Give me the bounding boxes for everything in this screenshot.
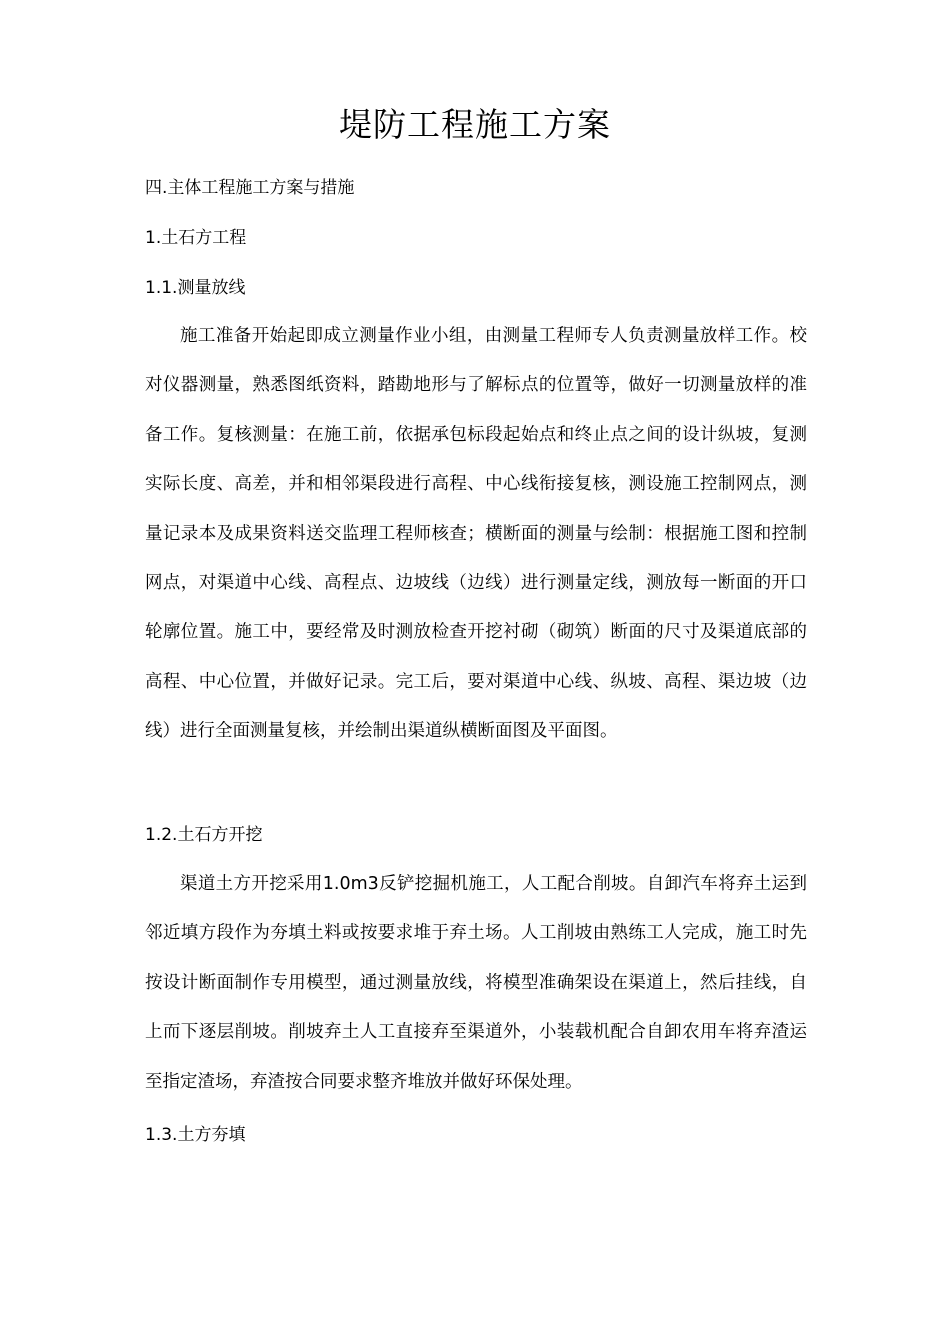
section-heading-1-1: 1.1.测量放线 — [145, 278, 246, 298]
section-heading-1-2: 1.2.土石方开挖 — [145, 825, 263, 845]
section-heading-4: 四.主体工程施工方案与措施 — [145, 178, 355, 198]
document-title: 堤防工程施工方案 — [339, 105, 611, 144]
paragraph-excavation: 渠道土方开挖采用1.0m3反铲挖掘机施工，人工配合削坡。自卸汽车将弃土运到邻近填方段作为夯填土料或按要求堆于弃土场。人工削坡由熟练工人完成，施工时先按设计断面制作专用模型，通过测量放线，将模型准确架设在渠道上，然后挂线，自上而下逐层削坡。削坡弃土人工直接弃至渠道外，小装载机配合自卸农用车将弃渣运至指定渣场，弃渣按合同要求整齐堆放并做好环保处理。 — [145, 874, 807, 1092]
section-heading-1-3: 1.3.土方夯填 — [145, 1125, 246, 1145]
section-heading-1: 1.土石方工程 — [145, 228, 247, 248]
paragraph-surveying: 施工准备开始起即成立测量作业小组，由测量工程师专人负责测量放样工作。校对仪器测量，熟悉图纸资料，踏勘地形与了解标点的位置等，做好一切测量放样的准备工作。复核测量：在施工前，依据承包标段起始点和终止点之间的设计纵坡，复测实际长度、高差，并和相邻渠段进行高程、中心线衔接复核，测设施工控制网点，测量记录本及成果资料送交监理工程师核查；横断面的测量与绘制：根据施工图和控制网点，对渠道中心线、高程点、边坡线（边线）进行测量定线，测放每一断面的开口轮廓位置。施工中，要经常及时测放检查开挖衬砌（砌筑）断面的尺寸及渠道底部的高程、中心位置，并做好记录。完工后，要对渠道中心线、纵坡、高程、渠边坡（边线）进行全面测量复核，并绘制出渠道纵横断面图及平面图。 — [145, 326, 807, 742]
